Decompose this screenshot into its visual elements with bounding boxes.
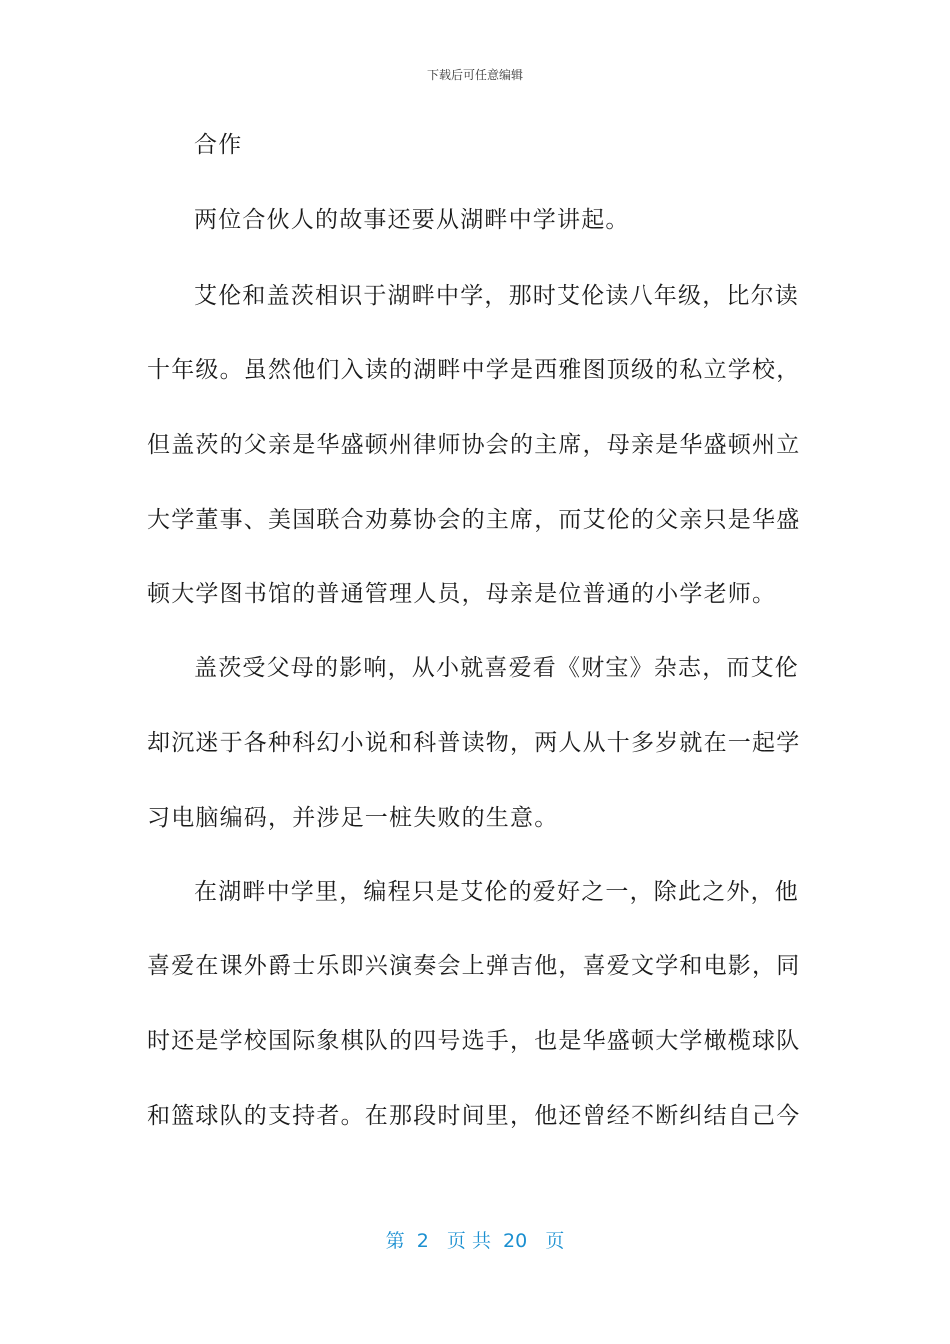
document-line: 和篮球队的支持者。在那段时间里，他还曾经不断纠结自己今 [147, 1103, 801, 1129]
document-line: 艾伦和盖茨相识于湖畔中学，那时艾伦读八年级，比尔读 [194, 283, 799, 309]
document-line: 两位合伙人的故事还要从湖畔中学讲起。 [194, 207, 630, 233]
document-line: 大学董事、美国联合劝募协会的主席，而艾伦的父亲只是华盛 [147, 507, 801, 533]
page-header-note: 下载后可任意编辑 [426, 68, 523, 82]
document-line: 十年级。虽然他们入读的湖畔中学是西雅图顶级的私立学校， [147, 357, 801, 383]
document-line: 但盖茨的父亲是华盛顿州律师协会的主席，母亲是华盛顿州立 [147, 432, 801, 458]
document-line: 在湖畔中学里，编程只是艾伦的爱好之一，除此之外，他 [194, 879, 799, 905]
document-line: 习电脑编码，并涉足一桩失败的生意。 [147, 805, 559, 831]
document-line: 却沉迷于各种科幻小说和科普读物，两人从十多岁就在一起学 [147, 730, 801, 756]
document-line: 喜爱在课外爵士乐即兴演奏会上弹吉他，喜爱文学和电影，同 [147, 953, 801, 979]
document-line: 时还是学校国际象棋队的四号选手，也是华盛顿大学橄榄球队 [147, 1028, 801, 1054]
page-number: 第 2 页 共 20 页 [385, 1230, 565, 1252]
document-line: 顿大学图书馆的普通管理人员，母亲是位普通的小学老师。 [147, 581, 777, 607]
document-line: 盖茨受父母的影响，从小就喜爱看《财宝》杂志，而艾伦 [194, 655, 799, 681]
document-line: 合作 [194, 132, 243, 158]
